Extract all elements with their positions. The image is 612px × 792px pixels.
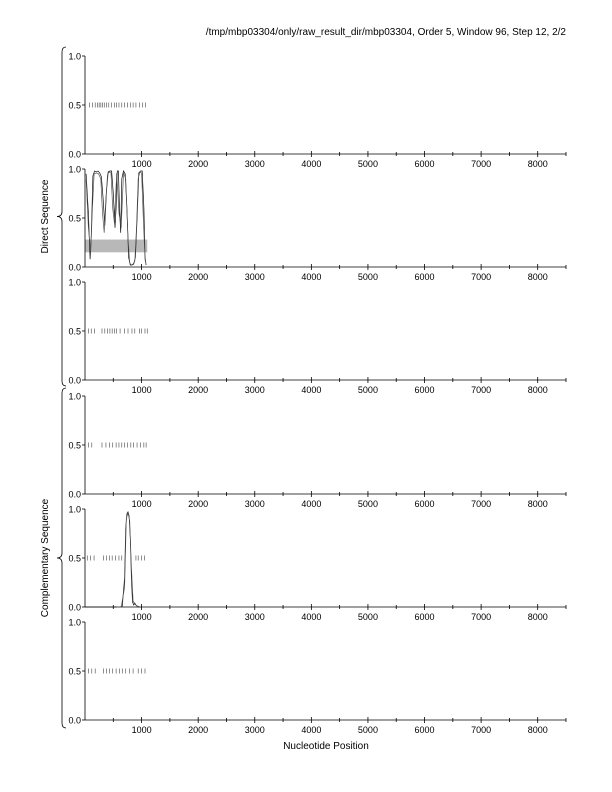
x-tick-label: 7000 — [471, 499, 492, 509]
y-tick-label: 1.0 — [68, 504, 81, 515]
y-tick-label: 1.0 — [68, 391, 81, 402]
x-tick-label: 1000 — [131, 499, 152, 509]
x-tick-label: 7000 — [471, 725, 492, 735]
x-tick-label: 8000 — [527, 159, 548, 169]
x-tick-label: 5000 — [357, 272, 378, 282]
x-tick-label: 6000 — [414, 612, 435, 622]
x-tick-label: 5000 — [357, 499, 378, 509]
complementary-sequence-brace — [57, 388, 66, 728]
x-tick-label: 6000 — [414, 159, 435, 169]
panels — [68, 52, 566, 736]
x-tick-label: 1000 — [131, 385, 152, 395]
x-tick-label: 6000 — [414, 499, 435, 509]
x-tick-label: 3000 — [244, 499, 265, 509]
x-tick-label: 6000 — [414, 725, 435, 735]
x-tick-label: 3000 — [244, 272, 265, 282]
panel-4 — [68, 392, 566, 510]
x-tick-label: 4000 — [301, 272, 322, 282]
x-tick-label: 8000 — [527, 385, 548, 395]
series-line-2 — [117, 513, 141, 607]
y-tick-label: 1.0 — [68, 617, 81, 628]
x-tick-label: 1000 — [131, 612, 152, 622]
y-tick-label: 0.5 — [68, 553, 81, 564]
x-tick-label: 1000 — [131, 725, 152, 735]
x-tick-label: 4000 — [301, 499, 322, 509]
x-tick-label: 3000 — [244, 159, 265, 169]
y-tick-label: 0.5 — [68, 213, 81, 224]
x-tick-label: 7000 — [471, 159, 492, 169]
y-tick-label: 1.0 — [68, 51, 81, 62]
x-tick-label: 4000 — [301, 385, 322, 395]
y-tick-label: 0.0 — [68, 262, 81, 273]
x-tick-label: 1000 — [131, 272, 152, 282]
panel-6 — [68, 618, 566, 736]
y-tick-label: 0.0 — [68, 715, 81, 726]
x-tick-label: 3000 — [244, 385, 265, 395]
x-tick-label: 7000 — [471, 272, 492, 282]
panel-3 — [68, 278, 566, 396]
y-tick-label: 0.0 — [68, 375, 81, 386]
x-tick-label: 4000 — [301, 725, 322, 735]
y-tick-label: 0.0 — [68, 489, 81, 500]
x-tick-label: 5000 — [357, 385, 378, 395]
figure-title: /tmp/mbp03304/only/raw_result_dir/mbp03304, Order 5, Window 96, Step 12, 2/2 — [205, 27, 566, 38]
x-tick-label: 3000 — [244, 725, 265, 735]
x-tick-label: 2000 — [188, 725, 209, 735]
x-tick-label: 5000 — [357, 612, 378, 622]
x-tick-label: 4000 — [301, 159, 322, 169]
x-tick-label: 2000 — [188, 612, 209, 622]
y-tick-label: 1.0 — [68, 277, 81, 288]
y-tick-label: 0.5 — [68, 100, 81, 111]
threshold-band — [85, 240, 147, 253]
x-tick-label: 6000 — [414, 385, 435, 395]
x-tick-label: 7000 — [471, 385, 492, 395]
x-tick-label: 4000 — [301, 612, 322, 622]
panel-5 — [68, 505, 566, 623]
x-tick-label: 8000 — [527, 499, 548, 509]
x-tick-label: 5000 — [357, 725, 378, 735]
x-tick-label: 2000 — [188, 499, 209, 509]
y-tick-label: 0.5 — [68, 326, 81, 337]
y-tick-label: 0.5 — [68, 440, 81, 451]
x-tick-label: 8000 — [527, 612, 548, 622]
x-tick-label: 2000 — [188, 159, 209, 169]
y-tick-label: 0.5 — [68, 666, 81, 677]
x-tick-label: 3000 — [244, 612, 265, 622]
direct-sequence-brace — [57, 47, 66, 386]
x-tick-label: 2000 — [188, 385, 209, 395]
x-tick-label: 8000 — [527, 725, 548, 735]
x-tick-label: 6000 — [414, 272, 435, 282]
y-tick-label: 0.0 — [68, 602, 81, 613]
y-tick-label: 1.0 — [68, 164, 81, 175]
x-tick-label: 1000 — [131, 159, 152, 169]
x-tick-label: 7000 — [471, 612, 492, 622]
series-line-1 — [85, 512, 142, 607]
y-tick-label: 0.0 — [68, 149, 81, 160]
x-tick-label: 2000 — [188, 272, 209, 282]
complementary-sequence-label: Complementary Sequence — [40, 498, 51, 618]
panel-1 — [68, 52, 566, 170]
panel-2 — [68, 165, 566, 283]
direct-sequence-label: Direct Sequence — [40, 179, 51, 254]
x-tick-label: 8000 — [527, 272, 548, 282]
x-axis-label: Nucleotide Position — [283, 741, 369, 752]
x-tick-label: 5000 — [357, 159, 378, 169]
